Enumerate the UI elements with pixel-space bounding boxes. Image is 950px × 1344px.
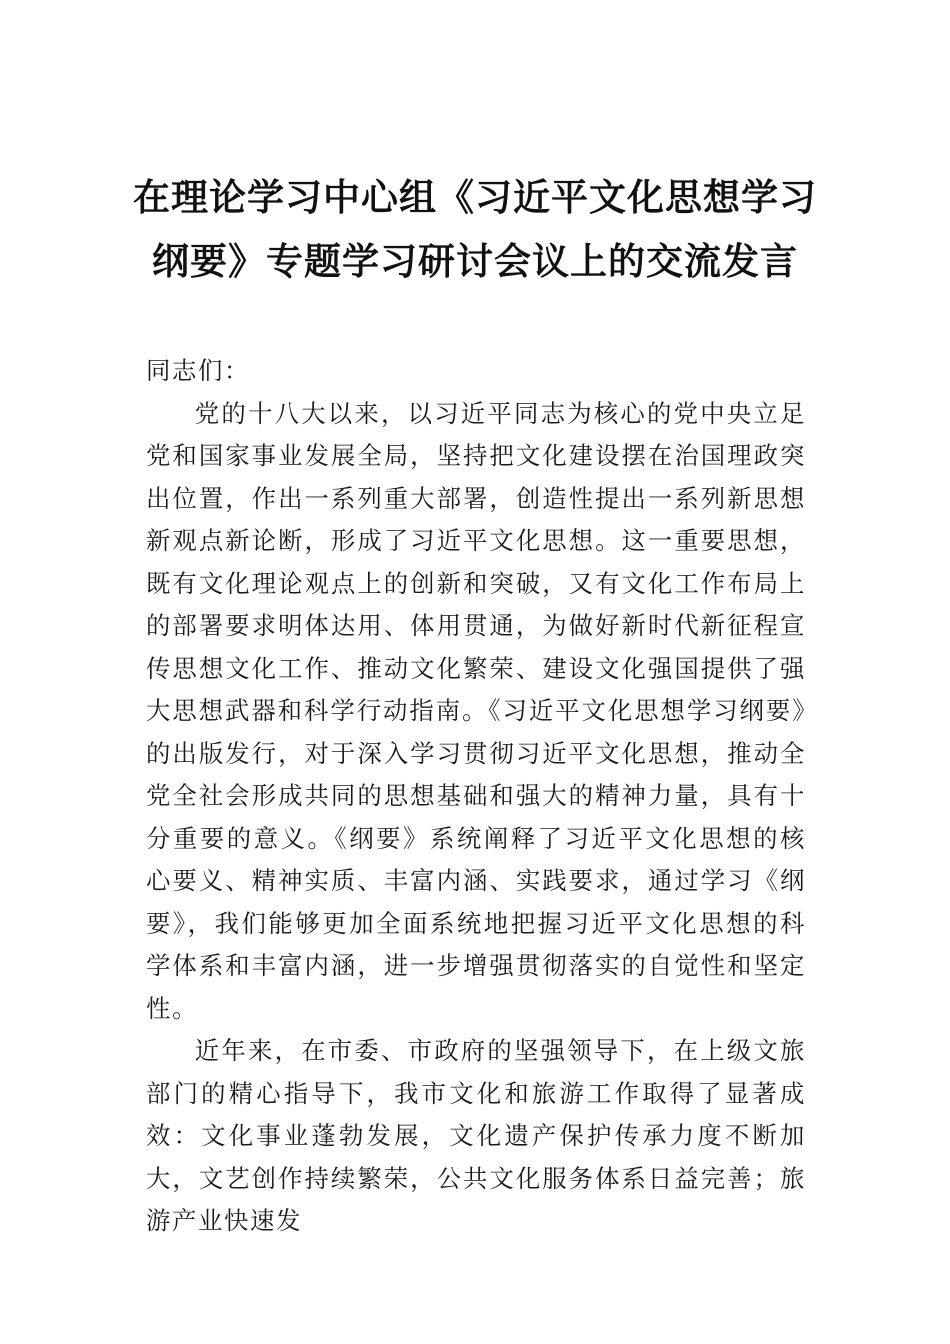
greeting: 同志们： [146, 356, 250, 385]
paragraph-1: 党的十八大以来，以习近平同志为核心的党中央立足党和国家事业发展全局，坚持把文化建设摆在治国理政突出位置，作出一系列重大部署，创造性提出一系列新思想新观点新论断，形成了习近平文化思想。这一重要思想，既有文化理论观点上的创新和突破，又有文化工作布局上的部署要求明体达用、体用贯通，为做好新时代新征程宣传思想文化工作、推动文化繁荣、建设文化强国提供了强大思想武器和科学行动指南。《习近平文化思想学习纲要》的出版发行，对于深入学习贯彻习近平文化思想，推动全党全社会形成共同的思想基础和强大的精神力量，具有十分重要的意义。《纲要》系统阐释了习近平文化思想的核心要义、精神实质、丰富内涵、实践要求，通过学习《纲要》，我们能够更加全面系统地把握习近平文化思想的科学体系和丰富内涵，进一步增强贯彻落实的自觉性和坚定性。 [146, 398, 806, 1023]
document-title [120, 165, 830, 293]
title-line-1: 在理论学习中心组《习近平文化思想学习 [133, 175, 817, 219]
document-body [146, 350, 806, 1243]
paragraph-2: 近年来，在市委、市政府的坚强领导下，在上级文旅部门的精心指导下，我市文化和旅游工作取得了显著成效：文化事业蓬勃发展，文化遗产保护传承力度不断加大，文艺创作持续繁荣，公共文化服务体系日益完善；旅游产业快速发 [146, 1036, 806, 1235]
title-line-2: 纲要》专题学习研讨会议上的交流发言 [152, 239, 798, 283]
